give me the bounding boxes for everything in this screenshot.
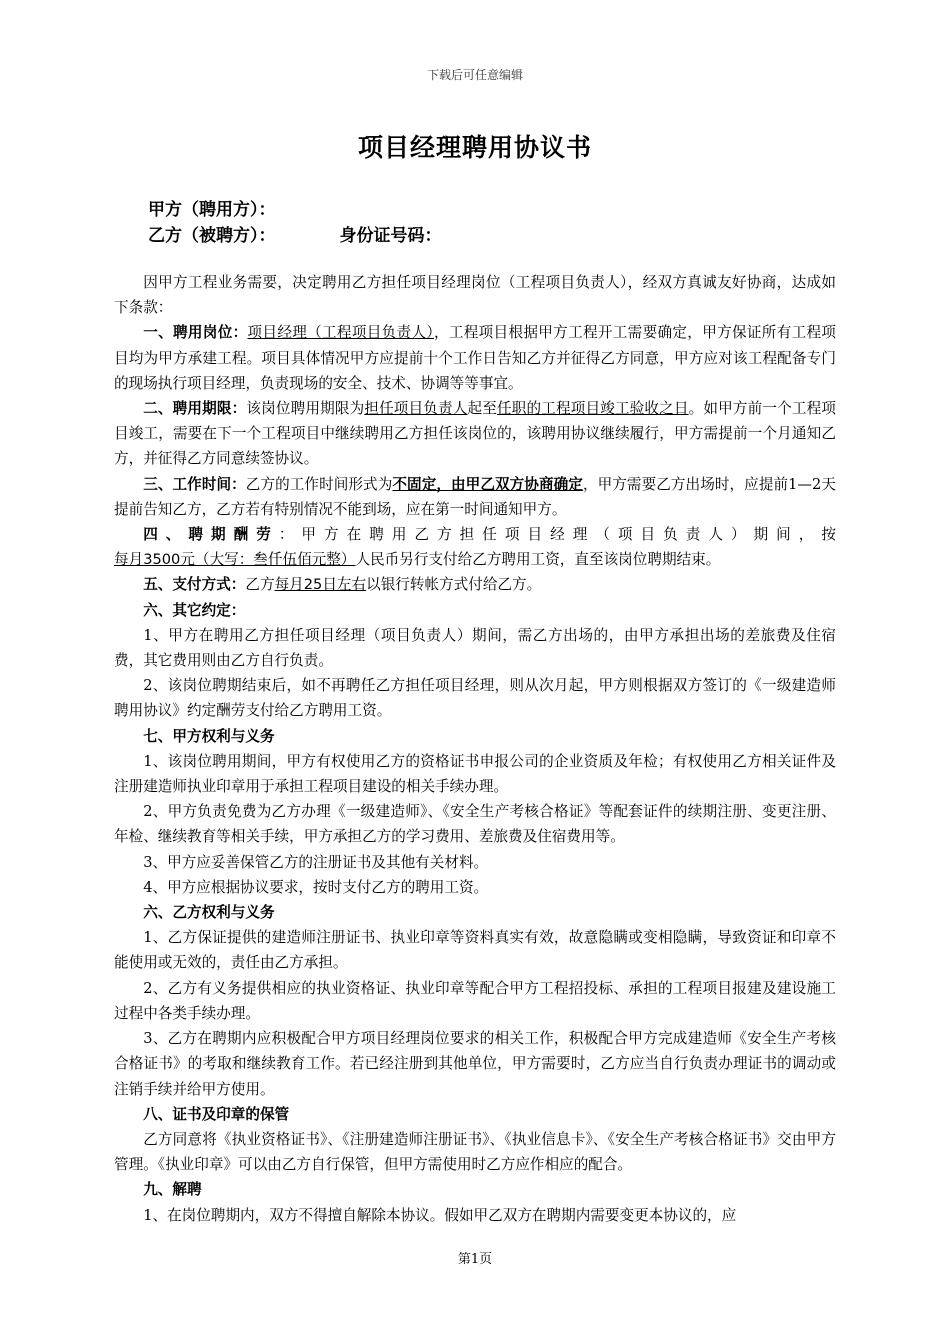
section-paragraph: 乙方同意将《执业资格证书》、《注册建造师注册证书》、《执业信息卡》、《安全生产考核合格证书》交由甲方管理。《执业印章》可以由乙方自行保管，但甲方需使用时乙方应作相应的配合。 (114, 1130, 836, 1174)
clause-text: ，甲方需要乙方出场时，应提前1—2天提前告知乙方，乙方若有特别情况不能到场，应在第一时间通知甲方。 (114, 475, 836, 518)
party-b-label: 乙方（被聘方）： (148, 226, 276, 246)
clause-label: 四、聘期酬劳 (143, 526, 279, 544)
clause-text: 人民币另行支付给乙方聘用工资，直至该岗位聘期结束。 (355, 551, 721, 569)
list-item: 3、乙方在聘期内应积极配合甲方项目经理岗位要求的相关工作，积极配合甲方完成建造师《安全生产考核合格证书》的考取和继续教育工作。若已经注册到其他单位，甲方需要时，乙方应当自行负责办理证书的调动或注销手续并给甲方使用。 (114, 1030, 836, 1098)
list-item: 3、甲方应妥善保管乙方的注册证书及其他有关材料。 (143, 853, 489, 871)
clause-text: 以银行转帐方式付给乙方。 (366, 576, 542, 594)
clause-text: 乙方 (245, 576, 275, 594)
clause-term (114, 396, 836, 472)
clause-pay (114, 522, 836, 572)
filled-value: 担任项目负责人 (364, 400, 468, 418)
clause-text: ，工程项目根据甲方工程开工需要确定，甲方保证所有工程项目均为甲方承建工程。项目具体情况甲方应提前十个工作日告知乙方并征得乙方同意，甲方应对该工程配备专门的现场执行项目经理，负责现场的安全、技术、协调等等事宜。 (114, 324, 836, 392)
clause-position (114, 320, 836, 396)
filled-value: 不固定，由甲乙双方协商确定 (392, 475, 583, 493)
section-heading: 八、证书及印章的保管 (143, 1105, 290, 1123)
list-item: 2、该岗位聘期结束后，如不再聘任乙方担任项目经理，则从次月起，甲方则根据双方签订的《一级建造师聘用协议》约定酬劳支付给乙方聘用工资。 (114, 677, 836, 720)
clause-label: 三、工作时间： (143, 475, 246, 493)
clause-text: 乙方的工作时间形式为 (245, 475, 393, 493)
party-a-line: 甲方（聘用方）： (148, 200, 276, 220)
clause-work-time (114, 472, 836, 522)
page-number: 第1页 (457, 1252, 493, 1267)
clause-label: 一、聘用岗位： (143, 324, 248, 342)
list-item: 4、甲方应根据协议要求，按时支付乙方的聘用工资。 (143, 878, 489, 896)
list-item: 1、甲方在聘用乙方担任项目经理（项目负责人）期间，需乙方出场的，由甲方承担出场的差旅费及住宿费，其它费用则由乙方自行负责。 (114, 626, 836, 670)
section-heading: 七、甲方权利与义务 (143, 727, 275, 745)
filled-value: 任职的工程项目竣工验收之日 (497, 400, 689, 418)
section-heading: 六、乙方权利与义务 (143, 904, 275, 922)
document-title: 项目经理聘用协议书 (357, 133, 592, 162)
list-item: 1、在岗位聘期内，双方不得擅自解除本协议。假如甲乙双方在聘期内需要变更本协议的，应 (143, 1206, 737, 1224)
clause-payment-method (114, 572, 836, 597)
list-item: 2、甲方负责免费为乙方办理《一级建造师》、《安全生产考核合格证》等配套证件的续期注册、变更注册、年检、继续教育等相关手续，甲方承担乙方的学习费用、差旅费及住宿费用等。 (114, 803, 836, 846)
clause-text: 该岗位聘用期限为 (246, 400, 365, 418)
filled-value: 每月3500元（大写：叁仟伍佰元整） (114, 551, 356, 569)
clause-text: ：甲方在聘用乙方担任项目经理（项目负责人）期间，按 (278, 526, 836, 544)
id-number-label: 身份证号码： (339, 226, 442, 246)
page-header: 下载后可任意编辑 (426, 68, 523, 82)
clause-label: 二、聘用期限： (143, 400, 247, 418)
filled-value: 每月25日左右 (274, 576, 367, 594)
list-item: 2、乙方有义务提供相应的执业资格证、执业印章等配合甲方工程招投标、承担的工程项目报建及建设施工过程中各类手续办理。 (114, 979, 836, 1022)
intro-paragraph: 因甲方工程业务需要，决定聘用乙方担任项目经理岗位（工程项目负责人），经双方真诚友好协商，达成如下条款： (114, 274, 836, 317)
list-item: 1、乙方保证提供的建造师注册证书、执业印章等资料真实有效，故意隐瞒或变相隐瞒，导致资证和印章不能使用或无效的，责任由乙方承担。 (114, 929, 836, 972)
section-heading: 九、解聘 (143, 1181, 202, 1199)
clause-text: 起至 (467, 400, 498, 418)
section-heading: 六、其它约定： (143, 601, 246, 619)
agreement-body (114, 270, 836, 1228)
list-item: 1、该岗位聘用期间，甲方有权使用乙方的资格证书申报公司的企业资质及年检；有权使用乙方相关证件及注册建造师执业印章用于承担工程项目建设的相关手续办理。 (114, 752, 836, 796)
clause-text: 。如甲方前一个工程项目竣工，需要在下一个工程项目中继续聘用乙方担任该岗位的，该聘用协议继续履行，甲方需提前一个月通知乙方，并征得乙方同意续签协议。 (114, 400, 836, 468)
filled-value: 项目经理（工程项目负责人） (247, 324, 434, 342)
parties-block (148, 197, 848, 249)
party-b-line (148, 223, 848, 249)
clause-label: 五、支付方式： (143, 576, 246, 594)
